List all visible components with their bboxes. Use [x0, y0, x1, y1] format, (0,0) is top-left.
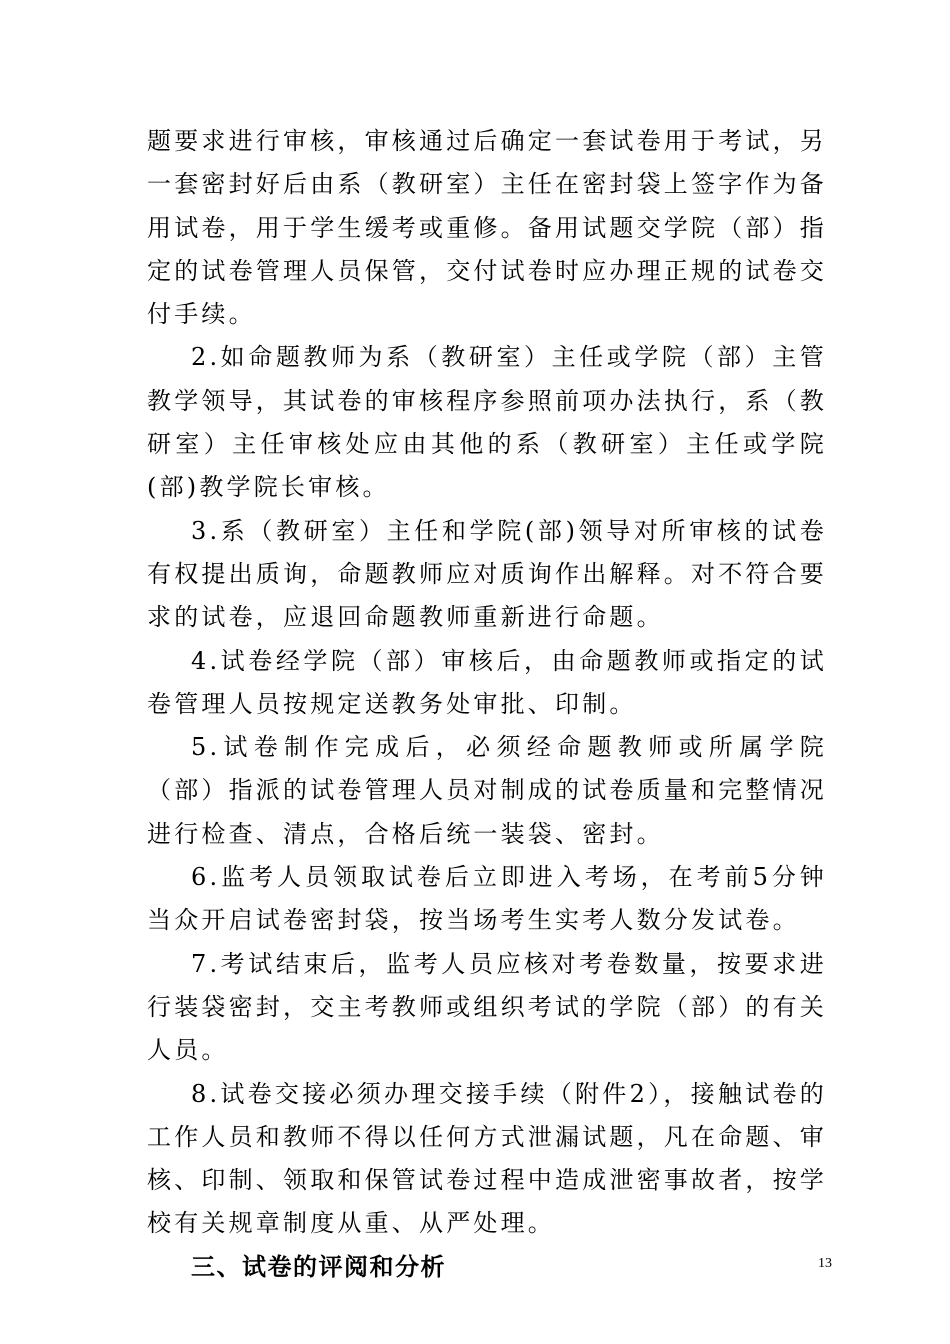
paragraph-item-3: 3.系（教研室）主任和学院(部)领导对所审核的试卷有权提出质询，命题教师应对质询作出解释。对不符合要求的试卷，应退回命题教师重新进行命题。 [147, 516, 827, 632]
section-heading: 三、试卷的评阅和分析 [191, 1252, 446, 1281]
paragraph-item-7: 7.考试结束后，监考人员应核对考卷数量，按要求进行装袋密封，交主考教师或组织考试的学院（部）的有关人员。 [147, 949, 827, 1065]
paragraph-item-2: 2.如命题教师为系（教研室）主任或学院（部）主管教学领导，其试卷的审核程序参照前项办法执行，系（教研室）主任审核处应由其他的系（教研室）主任或学院(部)教学院长审核。 [147, 343, 827, 502]
paragraph-item-4: 4.试卷经学院（部）审核后，由命题教师或指定的试卷管理人员按规定送教务处审批、印制。 [147, 646, 827, 718]
paragraph-item-5: 5.试卷制作完成后，必须经命题教师或所属学院（部）指派的试卷管理人员对制成的试卷质量和完整情况进行检查、清点，合格后统一装袋、密封。 [147, 733, 827, 848]
document-body [147, 120, 827, 1289]
paragraph-continuation: 题要求进行审核，审核通过后确定一套试卷用于考试，另一套密封好后由系（教研室）主任在密封袋上签字作为备用试卷，用于学生缓考或重修。备用试题交学院（部）指定的试卷管理人员保管，交付试卷时应办理正规的试卷交付手续。 [147, 127, 827, 329]
paragraph-item-8: 8.试卷交接必须办理交接手续（附件2），接触试卷的工作人员和教师不得以任何方式泄漏试题，凡在命题、审核、印制、领取和保管试卷过程中造成泄密事故者，按学校有关规章制度从重、从严处理。 [147, 1079, 827, 1238]
page-number: 13 [818, 1256, 832, 1271]
paragraph-item-6: 6.监考人员领取试卷后立即进入考场，在考前5分钟当众开启试卷密封袋，按当场考生实考人数分发试卷。 [147, 863, 827, 935]
